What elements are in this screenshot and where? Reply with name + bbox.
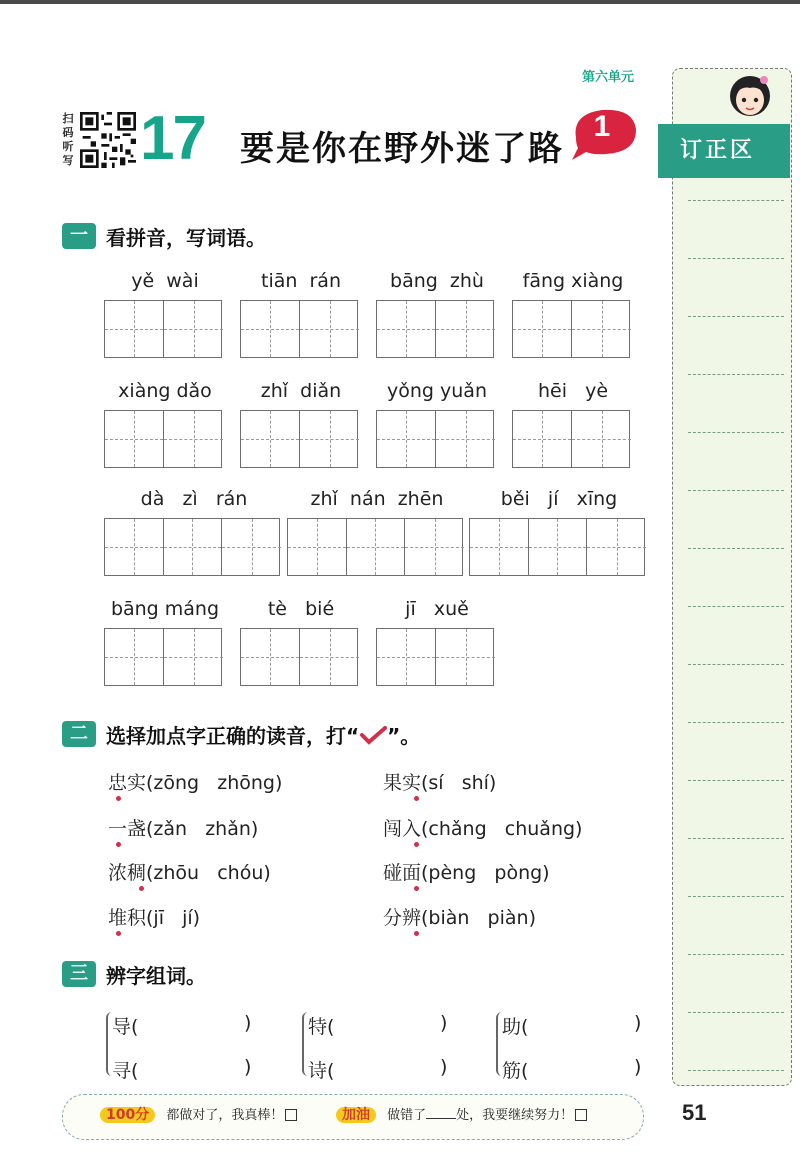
writing-cell[interactable] (105, 519, 164, 575)
cell-guide-horizontal (164, 547, 222, 548)
cell-guide-horizontal (288, 547, 346, 548)
writing-cell[interactable] (377, 411, 436, 467)
cell-guide-horizontal (241, 329, 299, 330)
writing-grid[interactable] (104, 518, 280, 576)
correction-line[interactable] (688, 664, 784, 665)
writing-cell[interactable] (164, 629, 223, 685)
correction-line[interactable] (688, 1070, 784, 1071)
unit-label: 第六单元 (582, 70, 635, 85)
reading-choice-item[interactable]: 浓稠(zhōu chóu) (108, 862, 271, 884)
correction-line[interactable] (688, 374, 784, 375)
cell-guide-horizontal (300, 329, 359, 330)
emphasis-dot (414, 842, 419, 847)
qr-caption: 扫码听写 (62, 112, 74, 167)
correction-line[interactable] (688, 896, 784, 897)
writing-grid[interactable] (376, 300, 494, 358)
pinyin-label: zhǐ nán zhēn (310, 488, 444, 510)
section1-title: 看拼音，写词语。 (106, 226, 266, 250)
pinyin-label: xiàng dǎo (118, 380, 212, 402)
cell-guide-horizontal (470, 547, 528, 548)
writing-cell[interactable] (572, 301, 631, 357)
pinyin-label: tiān rán (261, 270, 341, 292)
pinyin-label: zhǐ diǎn (260, 380, 342, 402)
writing-cell[interactable] (529, 519, 588, 575)
close-paren: ) (440, 1012, 448, 1034)
writing-grid[interactable] (376, 628, 494, 686)
all-correct-checkbox[interactable] (285, 1109, 297, 1121)
section2-title-pre: 选择加点字正确的读音，打“ (106, 724, 360, 748)
correction-line[interactable] (688, 316, 784, 317)
word-prompt: 特( (308, 1016, 335, 1038)
checkmark-icon (359, 725, 387, 745)
cell-guide-horizontal (222, 547, 281, 548)
correction-line[interactable] (688, 954, 784, 955)
cell-guide-horizontal (513, 329, 571, 330)
correction-line[interactable] (688, 490, 784, 491)
section2-title (106, 720, 420, 749)
word-answer-field[interactable] (148, 1056, 240, 1080)
emphasis-dot (414, 796, 419, 801)
writing-grid[interactable] (240, 628, 358, 686)
page-number: 51 (682, 1100, 707, 1125)
section3-title: 辨字组词。 (106, 964, 206, 988)
writing-grid[interactable] (240, 300, 358, 358)
word-prompt: 筋( (502, 1060, 529, 1082)
writing-grid[interactable] (512, 300, 630, 358)
word-answer-field[interactable] (538, 1056, 630, 1080)
cell-guide-horizontal (572, 439, 631, 440)
cell-guide-horizontal (300, 439, 359, 440)
close-paren: ) (244, 1056, 252, 1078)
writing-cell[interactable] (513, 301, 572, 357)
pinyin-label: tè bié (267, 598, 335, 620)
writing-cell[interactable] (300, 411, 359, 467)
writing-cell[interactable] (300, 629, 359, 685)
lesson-title: 要是你在野外迷了路 (240, 129, 564, 169)
word-answer-field[interactable] (538, 1012, 630, 1036)
footer-text-all-correct: 都做对了，我真棒！ (166, 1108, 284, 1123)
section2-badge: 二 (62, 721, 96, 747)
cell-guide-horizontal (105, 329, 163, 330)
correction-line[interactable] (688, 722, 784, 723)
writing-cell[interactable] (241, 301, 300, 357)
cell-guide-horizontal (105, 657, 163, 658)
cell-guide-horizontal (436, 439, 495, 440)
cell-guide-horizontal (105, 439, 163, 440)
word-answer-field[interactable] (148, 1012, 240, 1036)
correction-line[interactable] (688, 258, 784, 259)
writing-cell[interactable] (222, 519, 281, 575)
writing-cell[interactable] (405, 519, 464, 575)
pinyin-label: hēi yè (537, 380, 609, 402)
cell-guide-horizontal (164, 329, 223, 330)
pinyin-label: yǒng yuǎn (387, 380, 487, 402)
cell-guide-horizontal (377, 439, 435, 440)
writing-cell[interactable] (105, 629, 164, 685)
writing-cell[interactable] (105, 301, 164, 357)
correction-panel-title: 订正区 (658, 124, 790, 178)
writing-grid[interactable] (287, 518, 463, 576)
pinyin-label: bāng zhù (390, 270, 484, 292)
pinyin-label: fāng xiàng (522, 270, 624, 292)
pinyin-label: běi jí xīng (500, 488, 618, 510)
cell-guide-horizontal (241, 439, 299, 440)
correction-line[interactable] (688, 548, 784, 549)
reading-choice-item[interactable]: 堆积(jī jí) (108, 907, 201, 929)
cell-guide-horizontal (164, 657, 223, 658)
writing-cell[interactable] (436, 411, 495, 467)
writing-cell[interactable] (241, 629, 300, 685)
writing-cell[interactable] (164, 519, 223, 575)
writing-cell[interactable] (164, 301, 223, 357)
writing-cell[interactable] (241, 411, 300, 467)
reading-choice-item[interactable]: 闯入(chǎng chuǎng) (383, 818, 583, 840)
reading-choice-item[interactable]: 碰面(pèng pòng) (383, 862, 550, 884)
writing-grid[interactable] (240, 410, 358, 468)
cell-guide-horizontal (164, 439, 223, 440)
footer-text-keep-trying: 处，我要继续努力！ (456, 1108, 574, 1123)
section1-badge: 一 (62, 223, 96, 249)
footer-row1 (100, 1104, 297, 1126)
cell-guide-horizontal (300, 657, 359, 658)
pinyin-label: jī xuě (405, 598, 469, 620)
writing-grid[interactable] (104, 300, 222, 358)
correction-line[interactable] (688, 780, 784, 781)
cell-guide-horizontal (347, 547, 405, 548)
word-prompt: 诗( (308, 1060, 335, 1082)
qr-code-icon[interactable] (80, 112, 136, 168)
writing-cell[interactable] (572, 411, 631, 467)
close-paren: ) (440, 1056, 448, 1078)
writing-grid[interactable] (376, 410, 494, 468)
writing-cell[interactable] (105, 411, 164, 467)
pinyin-label: bāng máng (110, 598, 220, 620)
cell-guide-horizontal (105, 547, 163, 548)
mistake-count-blank[interactable] (426, 1106, 456, 1119)
reading-choice-item[interactable]: 一盏(zǎn zhǎn) (108, 818, 259, 840)
cell-guide-horizontal (587, 547, 646, 548)
girl-mascot-icon (722, 66, 778, 126)
word-prompt: 导( (112, 1016, 139, 1038)
pinyin-label: dà zì rán (140, 488, 248, 510)
writing-cell[interactable] (164, 411, 223, 467)
pinyin-label: yě wài (131, 270, 199, 292)
cell-guide-horizontal (513, 439, 571, 440)
lesson-number: 17 (140, 104, 205, 173)
word-answer-field[interactable] (344, 1012, 436, 1036)
cell-guide-horizontal (529, 547, 587, 548)
cell-guide-horizontal (572, 329, 631, 330)
cell-guide-horizontal (377, 657, 435, 658)
writing-grid[interactable] (104, 628, 222, 686)
correction-line[interactable] (688, 200, 784, 201)
part-number: 1 (593, 110, 611, 143)
writing-cell[interactable] (347, 519, 406, 575)
emphasis-dot (414, 886, 419, 891)
writing-cell[interactable] (288, 519, 347, 575)
cell-guide-horizontal (377, 329, 435, 330)
correction-line[interactable] (688, 1012, 784, 1013)
close-paren: ) (634, 1012, 642, 1034)
writing-cell[interactable] (436, 629, 495, 685)
emphasis-dot (414, 931, 419, 936)
writing-grid[interactable] (104, 410, 222, 468)
writing-cell[interactable] (470, 519, 529, 575)
footer-row2 (336, 1104, 587, 1126)
correction-line[interactable] (688, 606, 784, 607)
keep-trying-checkbox[interactable] (575, 1109, 587, 1121)
emphasis-dot (116, 842, 121, 847)
cell-guide-horizontal (241, 657, 299, 658)
writing-grid[interactable] (512, 410, 630, 468)
reading-choice-item[interactable]: 分辨(biàn piàn) (383, 907, 536, 929)
cell-guide-horizontal (436, 329, 495, 330)
cell-guide-horizontal (405, 547, 464, 548)
word-prompt: 寻( (112, 1060, 139, 1082)
writing-cell[interactable] (513, 411, 572, 467)
correction-line[interactable] (688, 432, 784, 433)
correction-panel (672, 68, 792, 1086)
close-paren: ) (244, 1012, 252, 1034)
emphasis-dot (139, 886, 144, 891)
section3-badge: 三 (62, 961, 96, 987)
emphasis-dot (116, 931, 121, 936)
cell-guide-horizontal (436, 657, 495, 658)
writing-cell[interactable] (377, 629, 436, 685)
correction-line[interactable] (688, 838, 784, 839)
reading-choice-item[interactable]: 果实(sí shí) (383, 772, 497, 794)
close-paren: ) (634, 1056, 642, 1078)
writing-cell[interactable] (587, 519, 646, 575)
top-rule (0, 0, 800, 4)
word-answer-field[interactable] (344, 1056, 436, 1080)
writing-cell[interactable] (436, 301, 495, 357)
reading-choice-item[interactable]: 忠实(zōng zhōng) (108, 772, 283, 794)
section2-title-post: ”。 (387, 724, 421, 748)
writing-grid[interactable] (469, 518, 645, 576)
word-prompt: 助( (502, 1016, 529, 1038)
cheer-badge: 加油 (336, 1107, 376, 1123)
footer-text-mistakes: 做错了 (387, 1108, 427, 1123)
emphasis-dot (116, 796, 121, 801)
writing-cell[interactable] (377, 301, 436, 357)
score-badge: 100分 (100, 1107, 155, 1123)
writing-cell[interactable] (300, 301, 359, 357)
